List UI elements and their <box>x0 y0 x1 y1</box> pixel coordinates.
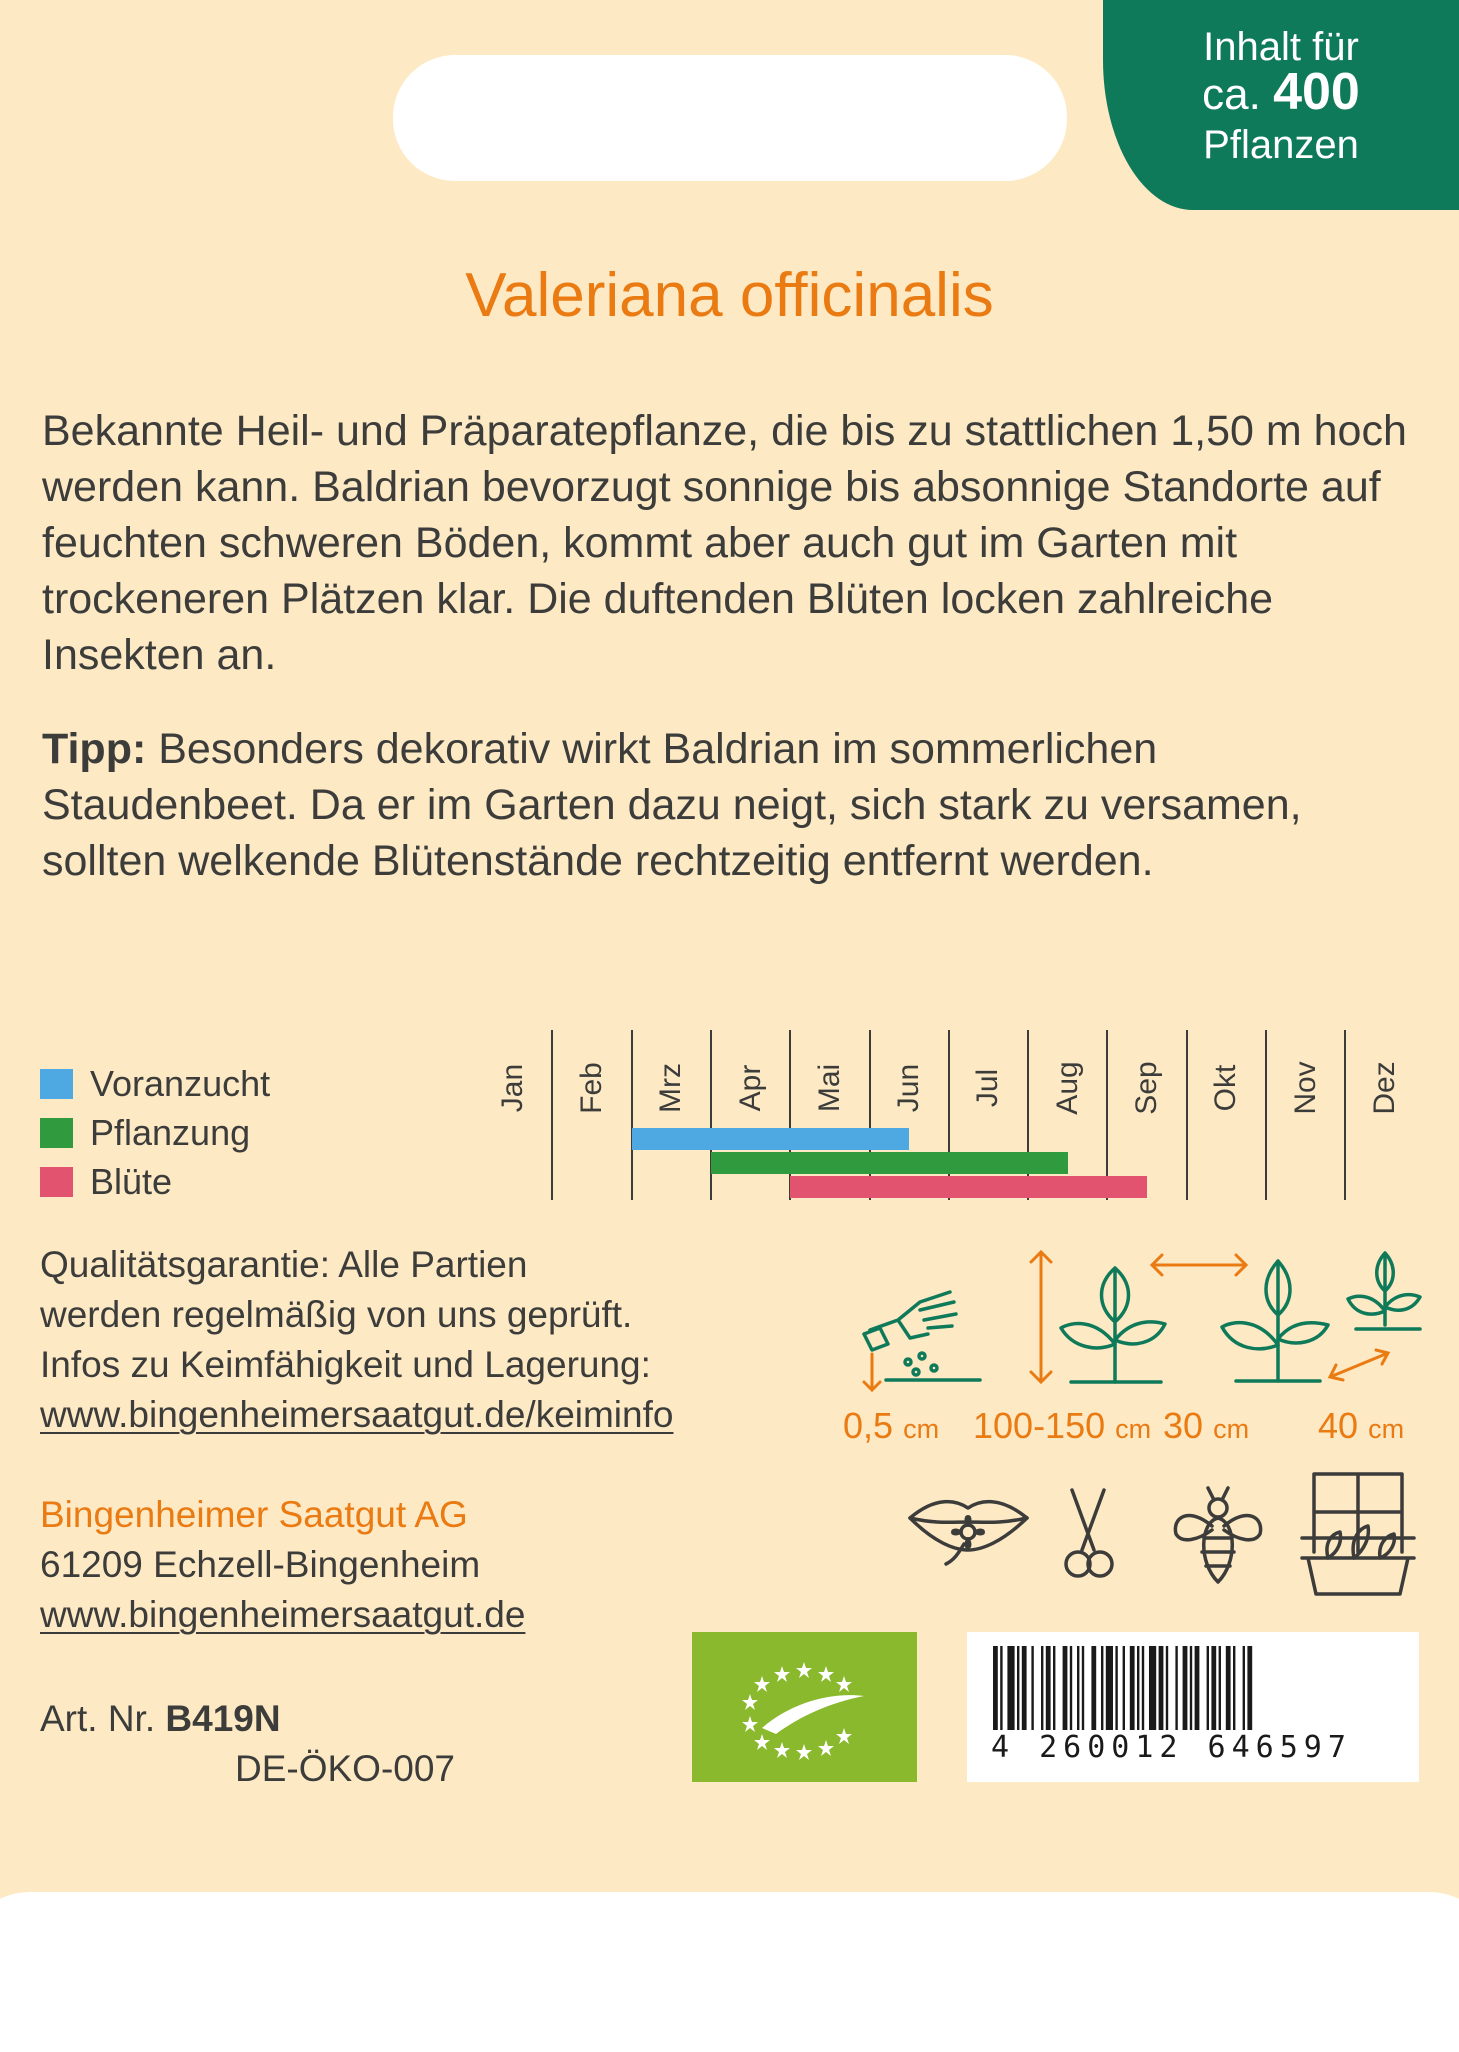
legend-label: Blüte <box>90 1161 173 1202</box>
barcode-bar <box>1226 1646 1231 1730</box>
height-value <box>973 1404 1151 1451</box>
barcode-bar <box>1123 1646 1125 1730</box>
barcode-bar <box>1070 1646 1072 1730</box>
plant-spacing-unit: cm <box>1368 1414 1405 1444</box>
barcode-bar <box>1053 1646 1055 1730</box>
barcode-bar <box>1219 1646 1221 1730</box>
month-divider <box>1186 1030 1188 1200</box>
legend-swatch <box>40 1118 73 1148</box>
month-divider <box>1344 1030 1346 1200</box>
barcode-bar <box>1142 1646 1144 1730</box>
barcode-bar <box>1041 1646 1043 1730</box>
month-divider <box>789 1030 791 1200</box>
month-label-nov: Nov <box>1288 1061 1322 1115</box>
bee-icon <box>1168 1482 1268 1587</box>
barcode-bar <box>1077 1646 1079 1730</box>
month-divider <box>1265 1030 1267 1200</box>
tip-text: Besonders dekorativ wirkt Baldrian im sommerlichen Staudenbeet. Da er im Garten dazu neigt, sich stark zu versamen, sollten welkende Blütenstände rechtzeitig entfernt werden. <box>42 725 1302 885</box>
barcode-bar <box>1175 1646 1177 1730</box>
barcode-bar <box>1190 1646 1192 1730</box>
latin-name: Valeriana officinalis <box>465 261 994 330</box>
badge-line2 <box>1103 63 1459 121</box>
month-label-mrz: Mrz <box>654 1063 688 1113</box>
barcode-bar <box>1007 1646 1014 1730</box>
barcode-bar <box>1101 1646 1103 1730</box>
month-divider <box>710 1030 712 1200</box>
barcode-bar <box>1166 1646 1168 1730</box>
barcode-bar <box>1233 1646 1235 1730</box>
legend-swatch <box>40 1069 73 1099</box>
calendar-bar-blüte <box>790 1176 1147 1198</box>
edible-flower-icon <box>906 1478 1031 1568</box>
height-number: 100-150 <box>973 1405 1106 1446</box>
description: Bekannte Heil- und Präparatepflanze, die bis zu stattlichen 1,50 m hoch werden kann. Baldrian bevorzugt sonnige bis absonnige Standorte auf feuchten schweren Böden, kommt aber auch gut im Garten mit trockeneren Plätzen klar. Die duftenden Blüten locken zahlreiche Insekten an. <box>42 407 1407 679</box>
article-label: Art. Nr. <box>40 1698 156 1739</box>
barcode-bar <box>1106 1646 1113 1730</box>
month-label-jan: Jan <box>495 1063 529 1113</box>
month-divider <box>948 1030 950 1200</box>
hang-hole <box>393 55 1067 181</box>
badge-prefix: ca. <box>1202 70 1261 119</box>
barcode-bar <box>1195 1646 1200 1730</box>
content-badge <box>1103 0 1459 210</box>
barcode-bar <box>1211 1646 1216 1730</box>
company-address: 61209 Echzell-Bingenheim <box>40 1544 481 1585</box>
badge-line3: Pflanzen <box>1203 123 1359 167</box>
month-divider <box>869 1030 871 1200</box>
month-label-jun: Jun <box>892 1063 926 1113</box>
company-info <box>40 1490 525 1640</box>
badge-line1: Inhalt für <box>1203 25 1359 69</box>
month-label-apr: Apr <box>733 1064 767 1112</box>
barcode-bar <box>1149 1646 1156 1730</box>
company-name: Bingenheimer Saatgut AG <box>40 1494 468 1535</box>
eu-organic-logo <box>692 1632 917 1782</box>
quality-guarantee <box>40 1240 673 1440</box>
quality-line: werden regelmäßig von uns geprüft. <box>40 1294 633 1335</box>
month-label-aug: Aug <box>1050 1061 1084 1115</box>
barcode-bar <box>1183 1646 1188 1730</box>
month-label-dez: Dez <box>1367 1061 1401 1115</box>
row-spacing-value <box>1163 1404 1249 1451</box>
barcode-bar <box>1115 1646 1117 1730</box>
article-code: B419N <box>165 1698 281 1739</box>
month-divider <box>631 1030 633 1200</box>
plant-spacing-number: 40 <box>1318 1405 1359 1446</box>
height-unit: cm <box>1115 1414 1152 1444</box>
quality-line: Infos zu Keimfähigkeit und Lagerung: <box>40 1344 651 1385</box>
keiminfo-link[interactable]: www.bingenheimersaatgut.de/keiminfo <box>40 1394 674 1435</box>
badge-count: 400 <box>1273 63 1360 121</box>
barcode-bar <box>1000 1646 1002 1730</box>
barcode <box>967 1632 1419 1782</box>
barcode-bar <box>1243 1646 1245 1730</box>
barcode-bar <box>1207 1646 1209 1730</box>
balcony-box-icon <box>1298 1472 1418 1597</box>
month-label-jul: Jul <box>971 1068 1005 1108</box>
depth-unit: cm <box>903 1414 940 1444</box>
barcode-bar <box>1031 1646 1033 1730</box>
barcode-bar <box>1159 1646 1164 1730</box>
month-divider <box>551 1030 553 1200</box>
quality-line: Qualitätsgarantie: Alle Partien <box>40 1244 528 1285</box>
article-number <box>40 1696 281 1742</box>
month-label-mai: Mai <box>812 1063 846 1113</box>
plant-spacing-value <box>1318 1404 1404 1451</box>
barcode-digits: 4 260012 646597 <box>991 1730 1352 1765</box>
barcode-bar <box>1046 1646 1051 1730</box>
barcode-bars <box>985 1646 1405 1730</box>
legend-swatch <box>40 1167 73 1197</box>
month-divider <box>1027 1030 1029 1200</box>
barcode-bar <box>1082 1646 1084 1730</box>
month-label-feb: Feb <box>574 1062 608 1114</box>
barcode-bar <box>1130 1646 1135 1730</box>
eco-control-code: DE-ÖKO-007 <box>235 1748 456 1789</box>
company-website-link[interactable]: www.bingenheimersaatgut.de <box>40 1594 526 1635</box>
legend-label: Voranzucht <box>90 1063 271 1104</box>
sowing-hand-icon <box>850 1280 990 1400</box>
plant-spacing-icon <box>1150 1245 1430 1385</box>
month-label-sep: Sep <box>1130 1061 1164 1115</box>
depth-number: 0,5 <box>843 1405 894 1446</box>
legend-label: Pflanzung <box>90 1112 251 1153</box>
barcode-bar <box>1247 1646 1252 1730</box>
barcode-bar <box>1091 1646 1096 1730</box>
eu-leaf-stars-icon <box>692 1632 917 1782</box>
month-divider <box>1106 1030 1108 1200</box>
barcode-bar <box>1017 1646 1019 1730</box>
tip <box>42 721 1422 889</box>
barcode-bar <box>1063 1646 1068 1730</box>
row-spacing-unit: cm <box>1213 1414 1250 1444</box>
barcode-bar <box>993 1646 998 1730</box>
tip-label: Tipp: <box>42 725 147 773</box>
barcode-bar <box>1022 1646 1027 1730</box>
calendar-bar-voranzucht <box>632 1128 910 1150</box>
depth-value <box>843 1404 939 1451</box>
month-label-okt: Okt <box>1209 1064 1243 1112</box>
calendar-bar-pflanzung <box>711 1152 1068 1174</box>
barcode-bar <box>1137 1646 1139 1730</box>
packet-bottom-edge <box>0 1892 1459 2052</box>
scissors-icon <box>1058 1488 1118 1583</box>
row-spacing-number: 30 <box>1163 1405 1204 1446</box>
